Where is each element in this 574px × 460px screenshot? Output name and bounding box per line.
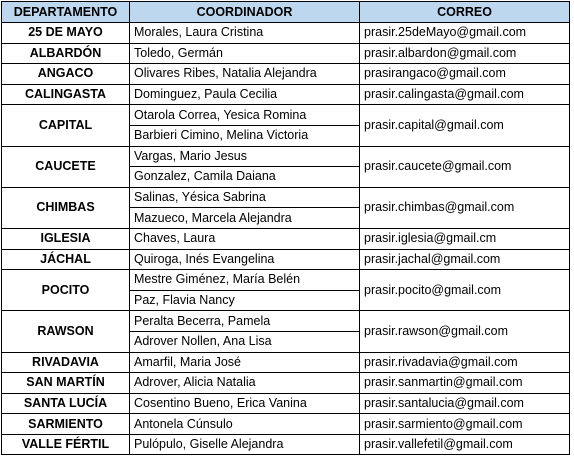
table-row (2, 249, 570, 270)
coordinator-cell: Pulópulo, Giselle Alejandra (130, 434, 360, 455)
email-cell: prasir.rivadavia@gmail.com (360, 352, 570, 373)
email-cell: prasir.sanmartin@gmail.com (360, 373, 570, 394)
department-cell: ALBARDÓN (2, 43, 130, 64)
coordinator-cell: Mestre Giménez, María Belén (130, 270, 360, 291)
department-cell: IGLESIA (2, 228, 130, 249)
department-cell: SARMIENTO (2, 414, 130, 435)
department-cell: RAWSON (2, 311, 130, 352)
email-cell: prasir.25deMayo@gmail.com (360, 23, 570, 44)
email-cell: prasir.calingasta@gmail.com (360, 84, 570, 105)
table-row (2, 414, 570, 435)
email-cell: prasir.capital@gmail.com (360, 105, 570, 146)
coordinator-cell: Gonzalez, Camila Daiana (130, 167, 360, 188)
table-row (2, 434, 570, 455)
table-row (2, 270, 570, 291)
table-row (2, 311, 570, 332)
department-cell: CHIMBAS (2, 187, 130, 228)
department-cell: JÁCHAL (2, 249, 130, 270)
department-cell: 25 DE MAYO (2, 23, 130, 44)
coordinator-cell: Peralta Becerra, Pamela (130, 311, 360, 332)
coordinator-cell: Vargas, Mario Jesus (130, 146, 360, 167)
department-cell: SANTA LUCÍA (2, 393, 130, 414)
coordinator-cell: Morales, Laura Cristina (130, 23, 360, 44)
department-cell: SAN MARTÍN (2, 373, 130, 394)
email-cell: prasir.chimbas@gmail.com (360, 187, 570, 228)
coordinator-cell: Salinas, Yésica Sabrina (130, 187, 360, 208)
table-row (2, 228, 570, 249)
coordinator-cell: Olivares Ribes, Natalia Alejandra (130, 64, 360, 85)
email-cell: prasir.sarmiento@gmail.com (360, 414, 570, 435)
coordinator-cell: Paz, Flavia Nancy (130, 290, 360, 311)
coordinator-cell: Cosentino Bueno, Erica Vanina (130, 393, 360, 414)
table-row (2, 187, 570, 208)
coordinator-cell: Quiroga, Inés Evangelina (130, 249, 360, 270)
email-cell: prasir.albardon@gmail.com (360, 43, 570, 64)
department-cell: CAPITAL (2, 105, 130, 146)
email-cell: prasir.pocito@gmail.com (360, 270, 570, 311)
email-cell: prasir.jachal@gmail.com (360, 249, 570, 270)
coordinator-cell: Toledo, Germán (130, 43, 360, 64)
email-cell: prasir.rawson@gmail.com (360, 311, 570, 352)
coordinator-cell: Dominguez, Paula Cecilia (130, 84, 360, 105)
coordinator-cell: Adrover, Alicia Natalia (130, 373, 360, 394)
header-coordinador: COORDINADOR (130, 2, 360, 23)
email-cell: prasir.santalucia@gmail.com (360, 393, 570, 414)
department-cell: ANGACO (2, 64, 130, 85)
table-body (2, 23, 570, 455)
department-cell: VALLE FÉRTIL (2, 434, 130, 455)
email-cell: prasir.caucete@gmail.com (360, 146, 570, 187)
coordinators-table (1, 1, 570, 455)
email-cell: prasir.iglesia@gmail.cm (360, 228, 570, 249)
coordinator-cell: Amarfil, Maria José (130, 352, 360, 373)
table-row (2, 146, 570, 167)
header-departamento: DEPARTAMENTO (2, 2, 130, 23)
coordinator-cell: Chaves, Laura (130, 228, 360, 249)
table-row (2, 373, 570, 394)
table-row (2, 105, 570, 126)
table-row (2, 84, 570, 105)
table-row (2, 43, 570, 64)
coordinator-cell: Adrover Nollen, Ana Lisa (130, 331, 360, 352)
email-cell: prasir.vallefetil@gmail.com (360, 434, 570, 455)
coordinator-cell: Mazueco, Marcela Alejandra (130, 208, 360, 229)
table-row (2, 64, 570, 85)
coordinator-cell: Barbieri Cimino, Melina Victoria (130, 125, 360, 146)
coordinator-cell: Antonela Cúnsulo (130, 414, 360, 435)
email-cell: prasirangaco@gmail.com (360, 64, 570, 85)
table-row (2, 393, 570, 414)
coordinator-cell: Otarola Correa, Yesica Romina (130, 105, 360, 126)
table-row (2, 352, 570, 373)
header-row (2, 2, 570, 23)
department-cell: POCITO (2, 270, 130, 311)
table-row (2, 23, 570, 44)
department-cell: RIVADAVIA (2, 352, 130, 373)
header-correo: CORREO (360, 2, 570, 23)
department-cell: CAUCETE (2, 146, 130, 187)
department-cell: CALINGASTA (2, 84, 130, 105)
